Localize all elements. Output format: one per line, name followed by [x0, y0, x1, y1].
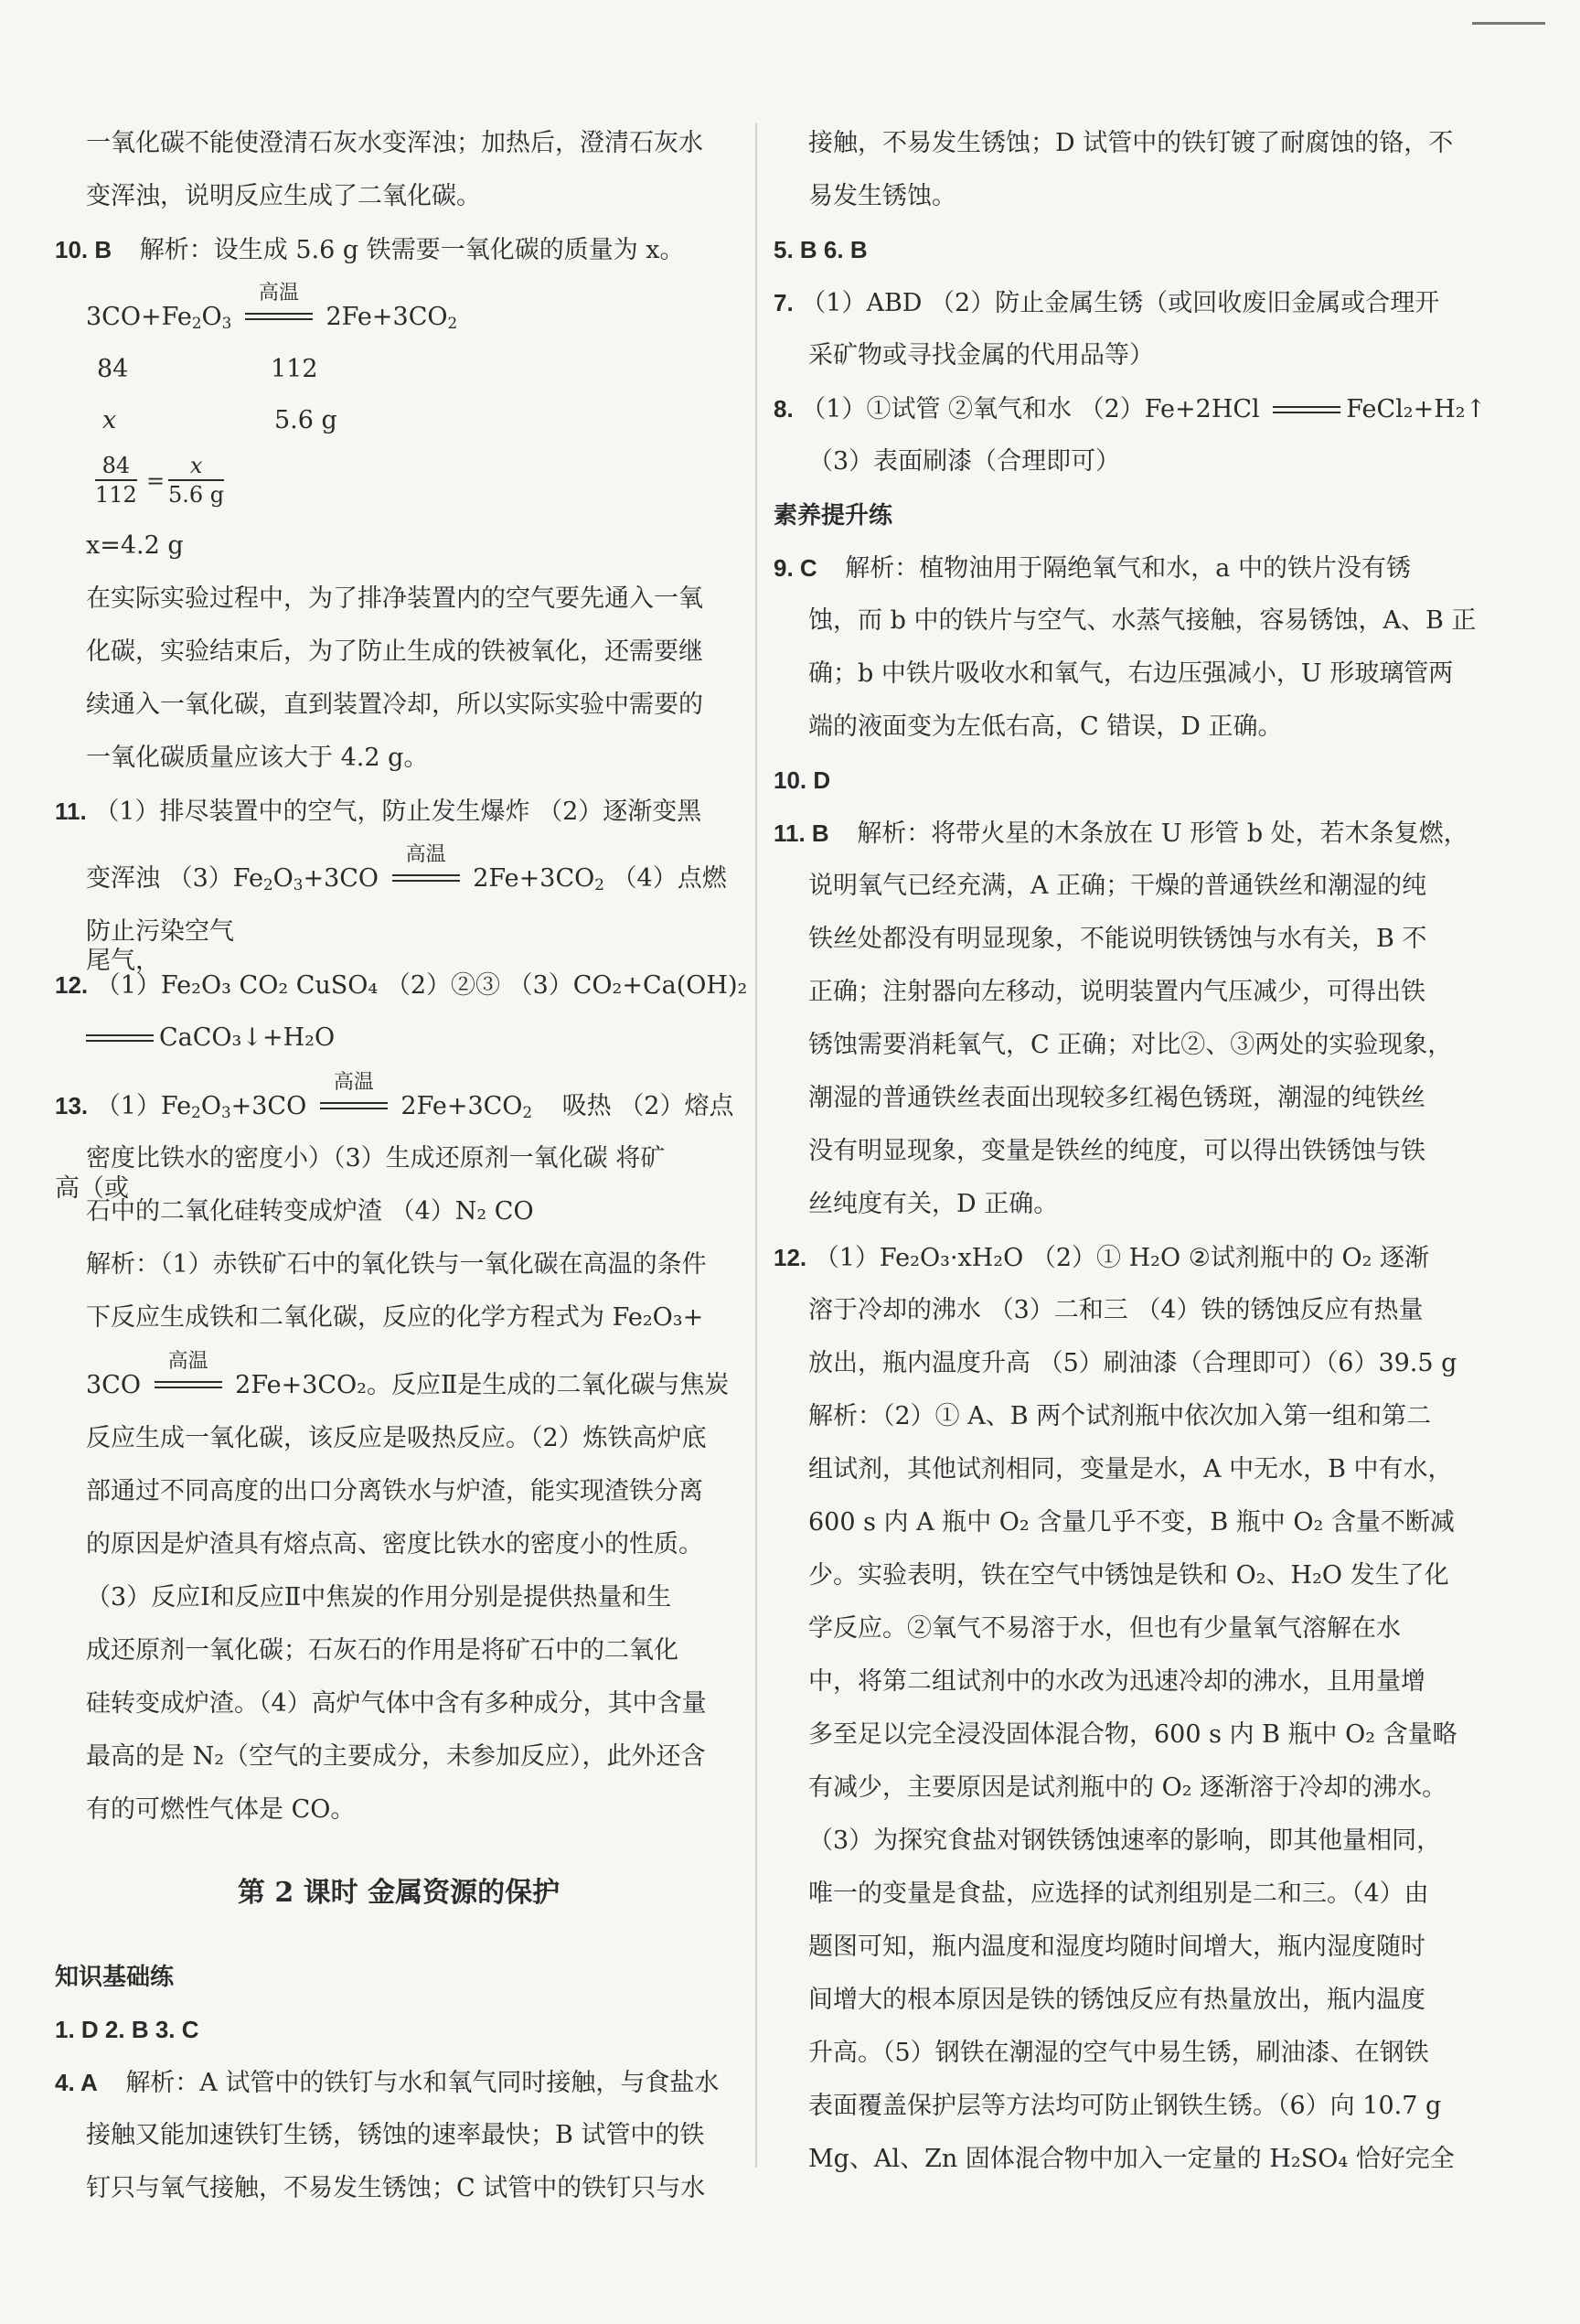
- text-line: 溶于冷却的沸水 （3）二和三 （4）铁的锈蚀反应有热量: [808, 1296, 1424, 1324]
- right-column: [774, 117, 1487, 2186]
- text-line: 表面覆盖保护层等方法均可防止钢铁生锈。（6）向 10.7 g: [808, 2092, 1442, 2120]
- section-heading: 素养提升练: [774, 501, 893, 529]
- text-line: 学反应。②氧气不易溶于水，但也有少量氧气溶解在水: [808, 1614, 1401, 1643]
- text-line: 没有明显现象，变量是铁丝的纯度，可以得出铁锈蚀与铁: [808, 1137, 1425, 1165]
- fraction: $\frac{x}{5.6 g}$: [168, 453, 225, 508]
- text-line: 3CO 高温 2Fe+3CO₂。反应Ⅱ是生成的二氧化碳与焦炭: [86, 1349, 730, 1399]
- answer-11-line: 变浑浊 $(3)Fe_2O_3+3CO$ 高温 $2Fe+3CO_2$ （4）点燃尾气，: [86, 842, 727, 975]
- text-line: 解析：（2）① A、B 两个试剂瓶中依次加入第一组和第二: [808, 1402, 1432, 1430]
- text-line: 丝纯度有关，D 正确。: [808, 1190, 1059, 1218]
- equals-sign: =: [146, 468, 165, 494]
- top-rule: [1472, 22, 1545, 25]
- mass-value: 84: [97, 355, 129, 383]
- high-temperature-condition: 高温: [320, 1098, 388, 1117]
- text-line: 部通过不同高度的出口分离铁水与炉渣，能实现渣铁分离: [86, 1477, 703, 1505]
- text-line: （3）表面刷漆（合理即可）: [808, 447, 1121, 476]
- text-line: 潮湿的普通铁丝表面出现较多红褐色锈斑，潮湿的纯铁丝: [808, 1084, 1425, 1112]
- answer-number: 4. A: [55, 2069, 98, 2096]
- proportion: [55, 446, 742, 519]
- answer-line: 5. B 6. B: [774, 236, 868, 263]
- text-line: 变浑浊，说明反应生成了二氧化碳。: [86, 182, 481, 210]
- text-line: 化碳，实验结束后，为了防止生成的铁被氧化，还需要继: [86, 637, 703, 666]
- answer-line: 1. D 2. B 3. C: [55, 2016, 199, 2043]
- text-line: 放出，瓶内温度升高 （5）刷油漆（合理即可）（6）39.5 g: [808, 1349, 1457, 1377]
- answer-11: 11. B 解析：将带火星的木条放在 U 形管 b 处，若木条复燃，: [774, 819, 1468, 848]
- answer-12: 12. （1）Fe₂O₃ CO₂ CuSO₄ （2）②③ （3）CO₂+Ca(OH)₂: [55, 971, 748, 1000]
- text-line: 锈蚀需要消耗氧气，C 正确；对比②、③两处的实验现象，: [808, 1031, 1453, 1059]
- answer-number: 10. B: [55, 236, 112, 263]
- answer-8: 8. （1）①试管 ②氧气和水 （2）Fe+2HCl FeCl₂+H₂↑: [774, 395, 1487, 423]
- answer-line: 10. D: [774, 766, 831, 794]
- text-line: 确；b 中铁片吸收水和氧气，右边压强减小，U 形玻璃管两: [808, 659, 1454, 688]
- text-line: 一氧化碳质量应该大于 4.2 g。: [86, 744, 429, 772]
- text-line: 接触，不易发生锈蚀；D 试管中的铁钉镀了耐腐蚀的铬，不: [808, 129, 1454, 157]
- equation-right: 2Fe+3CO: [326, 303, 448, 331]
- text-line: 续通入一氧化碳，直到装置冷却，所以实际实验中需要的: [86, 691, 703, 719]
- fraction: $\frac{84}{112}$: [95, 453, 137, 508]
- answer-number: 7.: [774, 289, 794, 316]
- answer-13: 13. $(1)Fe_2O_3+3CO$ 高温 $2Fe+3CO_2$ 吸热 （2）熔点高（或: [55, 1070, 734, 1203]
- text-line: 钉只与氧气接触，不易发生锈蚀；C 试管中的铁钉只与水: [86, 2174, 706, 2202]
- text-line: 铁丝处都没有明显现象，不能说明铁锈蚀与水有关，B 不: [808, 925, 1427, 953]
- text-line: 成还原剂一氧化碳；石灰石的作用是将矿石中的二氧化: [86, 1636, 678, 1665]
- answer-number: 12.: [774, 1244, 807, 1271]
- text-line: 蚀，而 b 中的铁片与空气、水蒸气接触，容易锈蚀，A、B 正: [808, 606, 1477, 635]
- text-line: 有减少，主要原因是试剂瓶中的 O₂ 逐渐溶于冷却的沸水。: [808, 1773, 1447, 1802]
- answer-7: 7. （1）ABD （2）防止金属生锈（或回收废旧金属或合理开: [774, 289, 1440, 317]
- answer-number: 11.: [55, 798, 87, 825]
- lesson-title: 第 2 课时 金属资源的保护: [237, 1877, 560, 1909]
- answer-number: 13.: [55, 1092, 89, 1119]
- text-line: 解析：（1）赤铁矿石中的氧化铁与一氧化碳在高温的条件: [86, 1250, 707, 1279]
- answer-number: 9. C: [774, 554, 817, 582]
- text-line: 端的液面变为左低右高，C 错误，D 正确。: [808, 712, 1283, 741]
- text-line: 反应生成一氧化碳，该反应是吸热反应。（2）炼铁高炉底: [86, 1424, 707, 1452]
- answer-12-line: CaCO₃↓+H₂O: [55, 1012, 742, 1065]
- text-line: 最高的是 N₂（空气的主要成分，未参加反应），此外还含: [86, 1742, 706, 1771]
- text-line: 采矿物或寻找金属的代用品等）: [808, 341, 1154, 369]
- text-line: 有的可燃性气体是 CO。: [86, 1795, 356, 1824]
- text-line: 升高。（5）钢铁在潮湿的空气中易生锈，刷油漆、在钢铁: [808, 2039, 1429, 2067]
- text-line: 下反应生成铁和二氧化碳，反应的化学方程式为 Fe₂O₃+: [86, 1303, 704, 1332]
- answer-9: 9. C 解析：植物油用于隔绝氧气和水，a 中的铁片没有锈: [774, 554, 1411, 583]
- text-line: 组试剂，其他试剂相同，变量是水，A 中无水，B 中有水，: [808, 1455, 1453, 1483]
- high-temperature-condition: 高温: [155, 1377, 222, 1396]
- mass-row: [55, 344, 742, 395]
- text-line: 石中的二氧化硅转变成炉渣 （4）N₂ CO: [86, 1197, 534, 1226]
- text-line: （3）反应Ⅰ和反应Ⅱ中焦炭的作用分别是提供热量和生: [86, 1583, 672, 1612]
- answer-12: 12. （1）Fe₂O₃·xH₂O （2）① H₂O ②试剂瓶中的 O₂ 逐渐: [774, 1244, 1430, 1272]
- text-line: 防止污染空气: [86, 917, 234, 946]
- text-line: 600 s 内 A 瓶中 O₂ 含量几乎不变，B 瓶中 O₂ 含量不断减: [808, 1508, 1455, 1537]
- column-divider: [755, 123, 757, 2168]
- section-heading: 知识基础练: [55, 1963, 175, 1990]
- text-line: 接触又能加速铁钉生锈，锈蚀的速率最快；B 试管中的铁: [86, 2121, 705, 2149]
- text-line: 唯一的变量是食盐，应选择的试剂组别是二和三。（4）由: [808, 1880, 1429, 1908]
- reaction-equals: [86, 1033, 154, 1045]
- answer-text: 解析：设生成 5.6 g 铁需要一氧化碳的质量为 x。: [139, 236, 685, 264]
- chemical-equation: $3CO+Fe_2O_3$ 高温 $2Fe+3CO_2$: [86, 281, 458, 333]
- answer-11: 11. （1）排尽装置中的空气，防止发生爆炸 （2）逐渐变黑: [55, 798, 702, 826]
- answer-10: [55, 223, 742, 276]
- answer-number: 12.: [55, 971, 89, 999]
- equation-left: 3CO+Fe: [86, 303, 192, 331]
- text-line: 易发生锈蚀。: [808, 182, 956, 210]
- text-line: 的原因是炉渣具有熔点高、密度比铁水的密度小的性质。: [86, 1530, 703, 1558]
- left-column: [55, 117, 748, 2215]
- mass-row: [55, 395, 742, 446]
- text-line: 多至足以完全浸没固体混合物，600 s 内 B 瓶中 O₂ 含量略: [808, 1720, 1457, 1749]
- result-line: x=4.2 g: [86, 531, 184, 560]
- answer-4: 4. A 解析：A 试管中的铁钉与水和氧气同时接触，与食盐水: [55, 2069, 720, 2097]
- text-line: 在实际实验过程中，为了排净装置内的空气要先通入一氧: [86, 584, 703, 613]
- text-line: 一氧化碳不能使澄清石灰水变浑浊；加热后，澄清石灰水: [86, 129, 703, 157]
- text-line: 说明氧气已经充满，A 正确；干燥的普通铁丝和潮湿的纯: [808, 872, 1427, 900]
- text-line: 硅转变成炉渣。（4）高炉气体中含有多种成分，其中含量: [86, 1689, 707, 1718]
- text-line: 少。实验表明，铁在空气中锈蚀是铁和 O₂、H₂O 发生了化: [808, 1561, 1449, 1590]
- text-line: Mg、Al、Zn 固体混合物中加入一定量的 H₂SO₄ 恰好完全: [808, 2145, 1455, 2173]
- text-line: 中，将第二组试剂中的水改为迅速冷却的沸水，且用量增: [808, 1667, 1425, 1696]
- high-temperature-condition: 高温: [245, 309, 313, 327]
- mass-value: 112: [271, 355, 318, 383]
- answer-number: 8.: [774, 395, 794, 423]
- text-line: 题图可知，瓶内温度和湿度均随时间增大，瓶内湿度随时: [808, 1933, 1425, 1961]
- mass-value: x: [102, 406, 117, 434]
- text-line: 间增大的根本原因是铁的锈蚀反应有热量放出，瓶内温度: [808, 1986, 1425, 2014]
- mass-value: 5.6 g: [274, 406, 337, 434]
- text-line: 密度比铁水的密度小）（3）生成还原剂一氧化碳 将矿: [86, 1144, 666, 1173]
- text-line: （3）为探究食盐对钢铁锈蚀速率的影响，即其他量相同，: [808, 1826, 1442, 1855]
- answer-number: 11. B: [774, 819, 829, 847]
- reaction-equals: [1273, 404, 1340, 417]
- text-line: 正确；注射器向左移动，说明装置内气压减少，可得出铁: [808, 978, 1425, 1006]
- high-temperature-condition: 高温: [392, 871, 460, 889]
